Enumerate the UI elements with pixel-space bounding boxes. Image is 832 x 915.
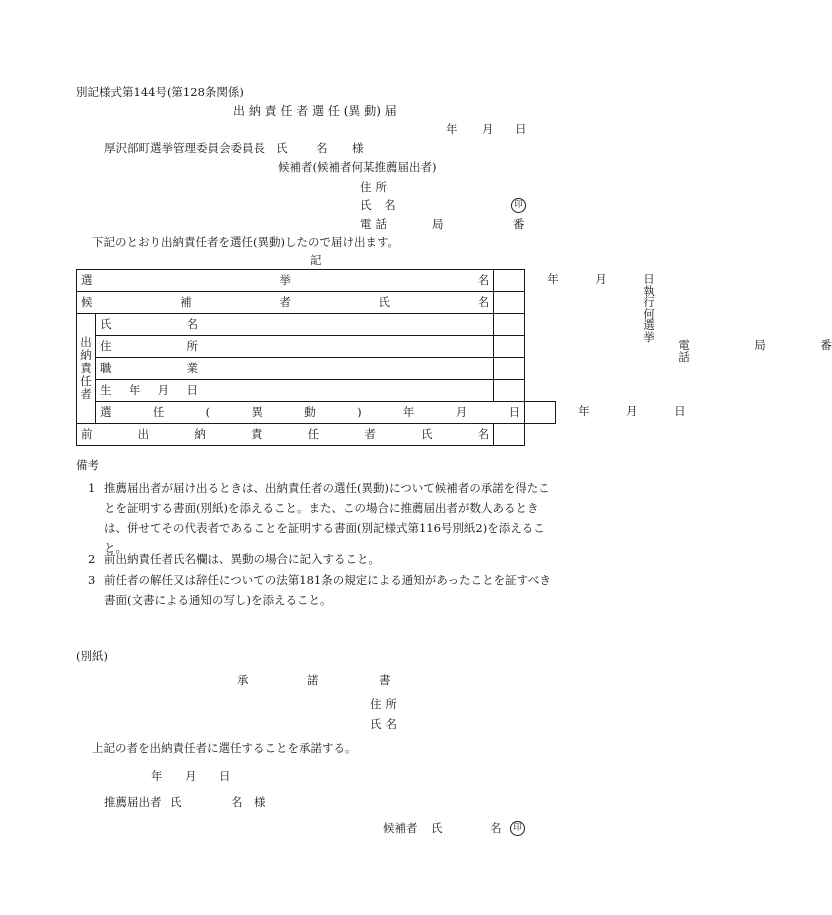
table-row-treasurer-birth: [77, 380, 556, 402]
recommender-name-shi: 氏: [170, 795, 182, 809]
attachment-day: 日: [219, 769, 231, 783]
table-row-previous-treasurer: [77, 424, 556, 446]
applicant-label: 候補者(候補者何某推薦届出者): [278, 160, 437, 174]
applicant-seal: 印: [511, 198, 526, 213]
candidate-seal: 印: [510, 821, 525, 836]
consent-title-2: 諾: [307, 673, 319, 687]
attachment-label: (別紙): [76, 649, 108, 663]
election-month: 月: [595, 272, 607, 286]
table-row-treasurer-address: [77, 336, 556, 358]
table-row-candidate: [77, 292, 556, 314]
candidate-name-shi: 氏: [431, 821, 443, 835]
treasurer-group-label: 出 納 責 任 者: [77, 314, 96, 424]
treasurer-address-value[interactable]: [494, 336, 832, 364]
appoint-year: 年: [578, 404, 590, 418]
form-title: 出 納 責 任 者 選 任 (異 動) 届: [233, 104, 397, 118]
addressee-name-shi: 氏: [276, 141, 288, 155]
table-row-appoint-date: [77, 402, 556, 424]
appoint-date-label: 選任(異動)年月日: [100, 404, 521, 419]
consent-title-1: 承: [237, 673, 249, 687]
treasurer-phone-label: 電話: [678, 338, 690, 364]
addressee-honorific: 様: [352, 141, 364, 155]
treasurer-name-value[interactable]: [494, 314, 525, 336]
intro-text: 下記のとおり出納責任者を選任(異動)したので届け出ます。: [92, 235, 400, 249]
previous-treasurer-label: 前出納責任者氏名: [81, 426, 490, 441]
note-1-number: 1: [88, 481, 96, 495]
ki-heading: 記: [310, 253, 322, 267]
addressee-name-mei: 名: [316, 141, 328, 155]
attachment-year: 年: [151, 769, 163, 783]
applicant-phone-ban: 番: [513, 217, 525, 231]
date-month: 月: [482, 122, 494, 136]
election-day-name: 日執行何選挙: [643, 272, 655, 344]
treasurer-job-label: 職業: [100, 360, 198, 375]
table-row-election: [77, 270, 556, 292]
attachment-address-label: 住所: [370, 697, 402, 711]
applicant-phone-kyoku: 局: [432, 217, 444, 231]
table-row-treasurer-name: [77, 314, 556, 336]
recommender-name-mei: 名: [231, 795, 243, 809]
treasurer-phone-ban: 番: [820, 338, 832, 352]
treasurer-birth-label: 生年月日: [100, 382, 198, 397]
candidate-label-bottom: 候補者: [383, 821, 418, 835]
treasurer-job-value[interactable]: [494, 358, 525, 380]
candidate-label: 候補者氏名: [81, 294, 490, 309]
seal-icon: [511, 198, 526, 213]
applicant-name-label: 氏名: [360, 198, 409, 212]
election-label: 選挙名: [81, 272, 490, 287]
appoint-day: 日: [674, 404, 686, 418]
date-year: 年: [446, 122, 458, 136]
notes-heading: 備考: [76, 458, 99, 472]
addressee: 厚沢部町選挙管理委員会委員長: [104, 141, 265, 155]
note-2-number: 2: [88, 552, 96, 566]
form-reference: 別記様式第144号(第128条関係): [76, 85, 244, 99]
treasurer-address-label: 住所: [100, 338, 198, 353]
applicant-phone-label: 電話: [360, 217, 392, 231]
recommender-honorific: 様: [254, 795, 266, 809]
note-2-text: 前出納責任者氏名欄は、異動の場合に記入すること。: [104, 552, 380, 566]
consent-body: 上記の者を出納責任者に選任することを承諾する。: [92, 741, 357, 755]
applicant-address-label: 住所: [360, 180, 392, 194]
table-row-treasurer-job: [77, 358, 556, 380]
appoint-month: 月: [626, 404, 638, 418]
treasurer-name-label: 氏名: [100, 316, 198, 331]
note-1-text: 推薦届出者が届け出るときは、出納責任者の選任(異動)について候補者の承諾を得たことを証明する書面(別紙)を添えること。また、この場合に推薦届出者が数人あるときは、併せてその代表者であることを証明する書面(別記様式第116号別紙2)を添えること。: [104, 481, 550, 555]
seal-icon-bottom: [510, 821, 525, 836]
attachment-month: 月: [185, 769, 197, 783]
date-day: 日: [515, 122, 527, 136]
appoint-date-value[interactable]: [525, 402, 686, 424]
consent-title-3: 書: [379, 673, 391, 687]
treasurer-table: [76, 269, 832, 446]
previous-treasurer-value[interactable]: [494, 424, 525, 446]
note-3-text: 前任者の解任又は辞任についての法第181条の規定による通知があったことを証すべき書面(文書による通知の写し)を添えること。: [104, 573, 551, 607]
candidate-name-mei: 名: [490, 821, 502, 835]
note-3-number: 3: [88, 573, 96, 587]
attachment-name-label: 氏名: [370, 717, 402, 731]
treasurer-birth-value[interactable]: [494, 380, 525, 402]
recommender-label: 推薦届出者: [104, 795, 162, 809]
election-value[interactable]: [494, 270, 655, 344]
candidate-value[interactable]: [494, 292, 525, 314]
election-year: 年: [547, 272, 559, 286]
treasurer-phone-kyoku: 局: [754, 338, 766, 352]
